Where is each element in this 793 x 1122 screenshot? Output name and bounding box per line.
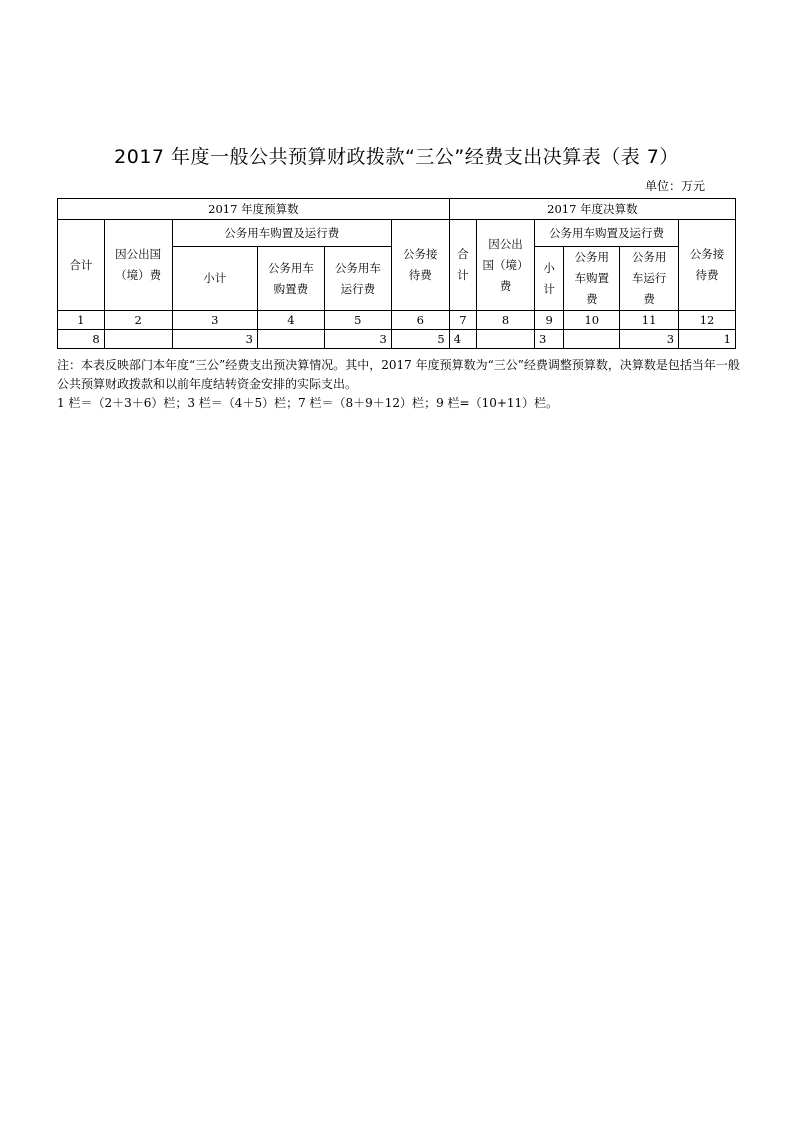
value-row <box>58 330 736 349</box>
header-operation-final: 公务用 车运行 费 <box>620 247 679 311</box>
header-subtotal: 小计 <box>172 247 257 311</box>
value-cell: 4 <box>449 330 476 349</box>
header-purchase: 公务用车 购置费 <box>257 247 324 311</box>
expenditure-table <box>57 198 736 349</box>
value-cell <box>564 330 620 349</box>
value-cell: 8 <box>58 330 105 349</box>
header-abroad: 因公出国 （境）费 <box>104 220 172 311</box>
header-operation: 公务用车 运行费 <box>324 247 391 311</box>
value-cell: 3 <box>172 330 257 349</box>
note-line: 1 栏＝（2＋3＋6）栏；3 栏＝（4＋5）栏；7 栏＝（8＋9＋12）栏；9 栏=（10+11）栏。 <box>57 396 559 410</box>
value-cell <box>477 330 535 349</box>
column-number: 5 <box>324 311 391 330</box>
header-total: 合计 <box>58 220 105 311</box>
table-notes <box>57 356 741 413</box>
header-subtotal-final: 小 计 <box>534 247 563 311</box>
page-title: 2017 年度一般公共预算财政拨款“三公”经费支出决算表（表 7） <box>114 146 679 168</box>
column-number: 7 <box>449 311 476 330</box>
header-total-final: 合 计 <box>449 220 476 311</box>
header-abroad-final: 因公出 国（境） 费 <box>477 220 535 311</box>
unit-label: 单位：万元 <box>644 179 705 193</box>
value-cell: 3 <box>534 330 563 349</box>
value-cell: 3 <box>620 330 679 349</box>
final-group-header: 2017 年度决算数 <box>449 199 735 220</box>
header-reception-final: 公务接 待费 <box>679 220 736 311</box>
column-number: 2 <box>104 311 172 330</box>
header-vehicle-group: 公务用车购置及运行费 <box>172 220 391 247</box>
column-number: 1 <box>58 311 105 330</box>
column-number: 12 <box>679 311 736 330</box>
column-number: 4 <box>257 311 324 330</box>
value-cell: 1 <box>679 330 736 349</box>
column-number: 6 <box>391 311 449 330</box>
header-row <box>58 220 736 247</box>
value-cell: 3 <box>324 330 391 349</box>
column-number: 8 <box>477 311 535 330</box>
column-number-row <box>58 311 736 330</box>
column-number: 9 <box>534 311 563 330</box>
header-reception: 公务接 待费 <box>391 220 449 311</box>
budget-group-header: 2017 年度预算数 <box>58 199 450 220</box>
column-number: 11 <box>620 311 679 330</box>
group-header-row <box>58 199 736 220</box>
header-purchase-final: 公务用 车购置 费 <box>564 247 620 311</box>
column-number: 10 <box>564 311 620 330</box>
header-vehicle-group-final: 公务用车购置及运行费 <box>534 220 678 247</box>
column-number: 3 <box>172 311 257 330</box>
value-cell: 5 <box>391 330 449 349</box>
value-cell <box>257 330 324 349</box>
value-cell <box>104 330 172 349</box>
note-line: 注：本表反映部门本年度“三公”经费支出预决算情况。其中，2017 年度预算数为“三公”经费调整预算数，决算数是包括当年一般公共预算财政拨款和以前年度结转资金安排的实际支出。 <box>57 358 740 391</box>
